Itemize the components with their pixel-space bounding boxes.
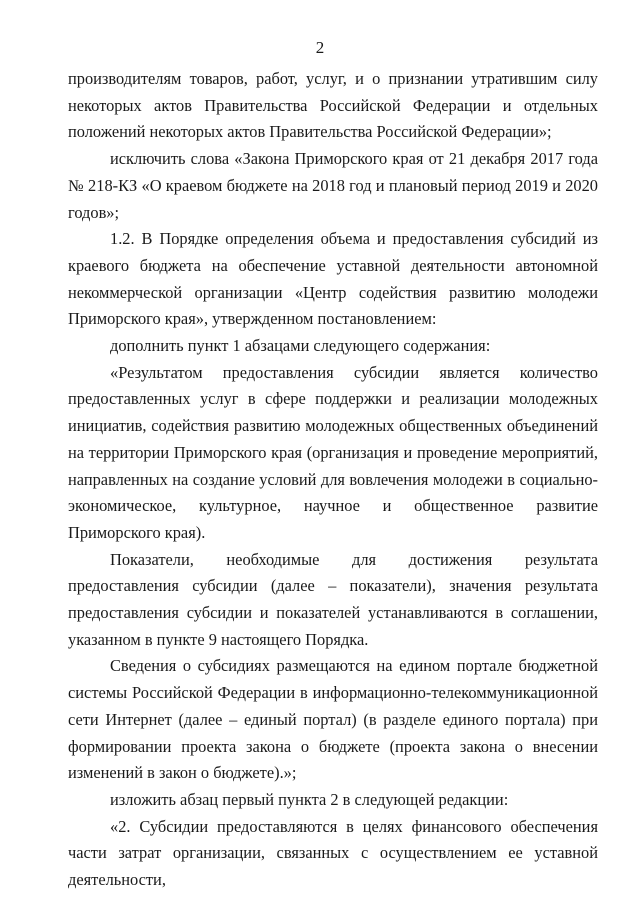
paragraph-indicators: Показатели, необходимые для достижения результата предоставления субсидии (далее – показатели), значения результата предоставления субсидии и показателей устанавливаются в соглашении, указанном в пункте 9 настоящего Порядка. [68, 549, 598, 649]
paragraph-exclude-words: исключить слова «Закона Приморского края от 21 декабря 2017 года № 218-КЗ «О краевом бюджете на 2018 год и плановый период 2019 и 2020 годов»; [68, 149, 598, 222]
paragraph-section-1-2: 1.2. В Порядке определения объема и предоставления субсидий из краевого бюджета на обеспечение уставной деятельности автономной некоммерческой организации «Центр содействия развитию молодежи Приморского края», утвержденном постановлением: [68, 229, 598, 329]
page-number: 2 [315, 38, 325, 57]
paragraph-continuation: производителям товаров, работ, услуг, и о признании утратившим силу некоторых актов Правительства Российской Федерации и отдельных положений некоторых актов Правительства Российской Федерации»; [68, 69, 598, 142]
paragraph-clause-2: «2. Субсидии предоставляются в целях финансового обеспечения части затрат организации, связанных с осуществлением ее уставной деятельности, [68, 816, 598, 890]
paragraph-restate-clause-2: изложить абзац первый пункта 2 в следующей редакции: [110, 789, 509, 809]
paragraph-subsidy-info: Сведения о субсидиях размещаются на едином портале бюджетной системы Российской Федерации в информационно-телекоммуникационной сети Интернет (далее – единый портал) (в разделе единого портала) при формировании проекта закона о бюджете (проекта закона о внесении изменений в закон о бюджете).»; [68, 656, 598, 783]
paragraph-supplement-clause-1: дополнить пункт 1 абзацами следующего содержания: [110, 336, 491, 356]
paragraph-subsidy-result: «Результатом предоставления субсидии является количество предоставленных услуг в сфере поддержки и реализации молодежных инициатив, содействия развитию молодежных общественных объединений на территории Приморского края (организация и проведение мероприятий, направленных на создание условий для вовлечения молодежи в социально-экономическое, культурное, научное и общественное развитие Приморского края). [68, 362, 598, 542]
document-body [68, 66, 598, 894]
